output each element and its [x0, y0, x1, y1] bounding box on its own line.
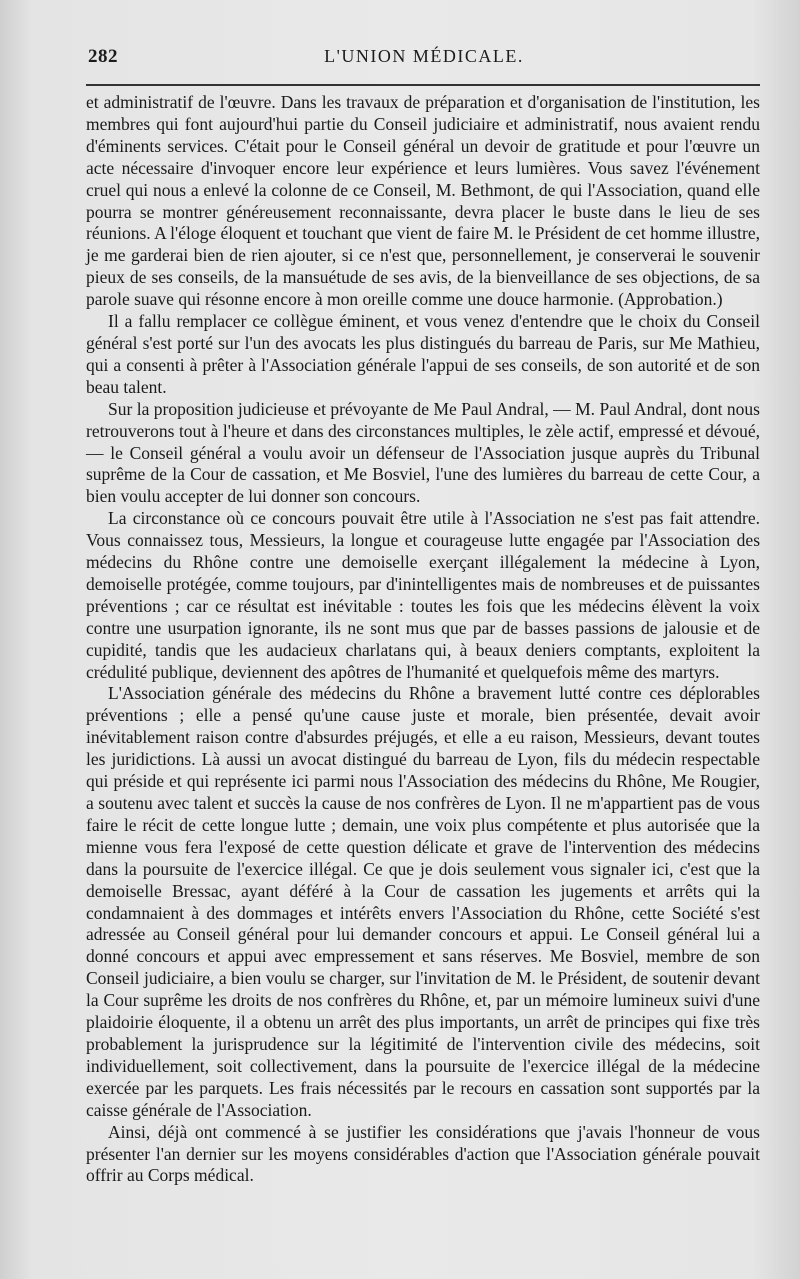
running-head: L'UNION MÉDICALE.: [324, 46, 524, 66]
page-header: [88, 46, 760, 72]
page-number: 282: [88, 46, 118, 67]
paragraph: La circonstance où ce concours pouvait être utile à l'Association ne s'est pas fait attendre. Vous connaissez tous, Messieurs, la longue et courageuse lutte engagée par l'Association des médecins du Rhône contre une demoiselle exerçant illégalement la médecine à Lyon, demoiselle protégée, comme toujours, par d'inintelligentes mais de nombreuses et de puissantes préventions ; car ce résultat est inévitable : toutes les fois que les médecins élèvent la voix contre une usurpation ignorante, ils ne sont mus que par de basses passions de jalousie et de cupidité, tandis que les audacieux charlatans qui, à beaux deniers comptants, exploitent la crédulité publique, deviennent des apôtres de l'humanité et quelquefois même des martyrs.: [86, 508, 760, 682]
paragraph: Sur la proposition judicieuse et prévoyante de Me Paul Andral, — M. Paul Andral, dont nous retrouverons tout à l'heure et dans des circonstances multiples, le zèle actif, empressé et dévoué, — le Conseil général a voulu avoir un défenseur de l'Association jusque auprès du Tribunal suprême de la Cour de cassation, et Me Bosviel, l'une des lumières du barreau de cette Cour, a bien voulu accepter de lui donner son concours.: [86, 398, 760, 507]
paragraph: L'Association générale des médecins du Rhône a bravement lutté contre ces déplorables préventions ; elle a pensé qu'une cause juste et morale, bien présentée, devait avoir inévitablement raison contre d'absurdes préjugés, et elle a eu raison, Messieurs, devant toutes les juridictions. Là aussi un avocat distingué du barreau de Lyon, fils du médecin respectable qui préside et qui représente ici parmi nous l'Association des médecins du Rhône, Me Rougier, a soutenu avec talent et succès la cause de nos confrères de Lyon. Il ne m'appartient pas de vous faire le récit de cette longue lutte ; demain, une voix plus compétente et plus autorisée que la mienne vous fera l'exposé de cette question délicate et grave de l'intervention des médecins dans la poursuite de l'exercice illégal. Ce que je dois seulement vous signaler ici, c'est que la demoiselle Bressac, ayant déféré à la Cour de cassation les jugements et arrêts qui la condamnaient à des dommages et intérêts envers l'Association du Rhône, cette Société s'est adressée au Conseil général pour lui demander concours et appui. Le Conseil général lui a donné concours et appui avec empressement et sans réserves. Me Bosviel, membre de son Conseil judiciaire, a bien voulu se charger, sur l'invitation de M. le Président, de soutenir devant la Cour suprême les droits de nos confrères du Rhône, et, par un mémoire lumineux suivi d'une plaidoirie éloquente, il a obtenu un arrêt des plus importants, un arrêt de principes qui fixe très probablement la jurisprudence sur la légitimité de l'intervention civile des médecins, soit individuellement, soit collectivement, dans la poursuite de l'exercice illégal de la médecine exercée par les parquets. Les frais nécessités par le recours en cassation sont supportés par la caisse générale de l'Association.: [86, 683, 760, 1120]
paragraph: et administratif de l'œuvre. Dans les travaux de préparation et d'organisation de l'institution, les membres qui font aujourd'hui partie du Conseil judiciaire et administratif, nous avaient rendu d'éminents services. C'était pour le Conseil général un devoir de gratitude et pour l'œuvre un acte nécessaire d'invoquer encore leur expérience et leurs lumières. Vous savez l'événement cruel qui nous a enlevé la colonne de ce Conseil, M. Bethmont, de qui l'Association, quand elle pourra se montrer généreusement reconnaissante, devra placer le buste dans le lieu de ses réunions. A l'éloge éloquent et touchant que vient de faire M. le Président de cet homme illustre, je me garderai bien de rien ajouter, si ce n'est que, personnellement, je conserverai le souvenir pieux de ses conseils, de la mansuétude de ses avis, de la bienveillance de ses objections, de sa parole suave qui résonne encore à mon oreille comme une douce harmonie. (Approbation.): [86, 92, 760, 310]
header-rule: [86, 84, 760, 86]
paragraph: Ainsi, déjà ont commencé à se justifier les considérations que j'avais l'honneur de vous présenter l'an dernier sur les moyens considérables d'action que l'Association générale pouvait offrir au Corps médical.: [86, 1121, 760, 1186]
body-text: [86, 92, 760, 1187]
paragraph: Il a fallu remplacer ce collègue éminent, et vous venez d'entendre que le choix du Conseil général s'est porté sur l'un des avocats les plus distingués du barreau de Paris, sur Me Mathieu, qui a consenti à prêter à l'Association générale l'appui de ses conseils, de son autorité et de son beau talent.: [86, 311, 760, 397]
